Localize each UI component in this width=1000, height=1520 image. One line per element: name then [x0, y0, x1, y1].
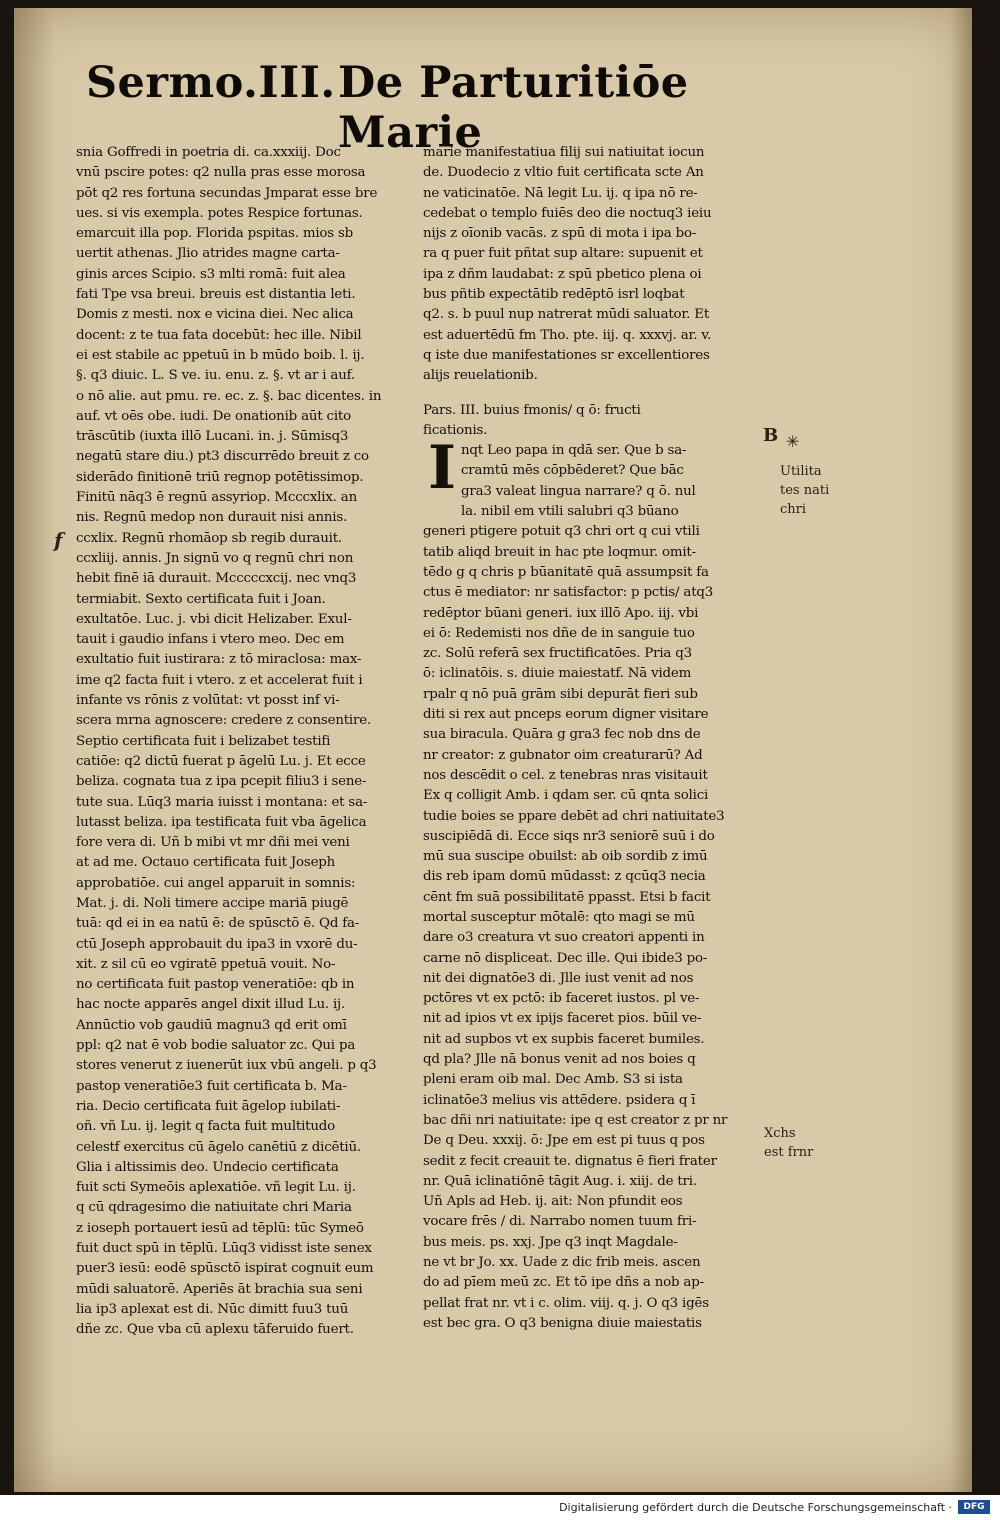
text-line: hac nocte apparēs angel dixit illud Lu. ij.: [76, 997, 346, 1013]
text-line: docent: z te tua fata docebūt: hec ille. Nibil: [76, 327, 362, 343]
text-line: rpalr q nō puā grām sibi depurāt fieri sub: [423, 686, 698, 702]
text-line: dñe zc. Que vba cū aplexu tāferuido fuert.: [76, 1322, 354, 1338]
page-shadow-left: [14, 8, 54, 1492]
text-line: at ad me. Octauo certificata fuit Joseph: [76, 855, 336, 871]
text-column-right: [423, 143, 763, 1334]
text-line: ccxliij. annis. Jn signū vo q regnū chri non: [76, 550, 354, 566]
text-line: o nō alie. aut pmu. re. ec. z. §. bac dicentes. in: [76, 388, 382, 404]
text-line: ues. si vis exempla. potes Respice fortunas.: [76, 205, 363, 221]
text-line: fuit duct spū in tēplū. Lūq3 vidisst iste senex: [76, 1241, 372, 1257]
margin-mark-left: f: [54, 528, 63, 552]
text-line: ctū Joseph approbauit du ipa3 in vxorē du-: [76, 936, 358, 952]
text-line: suscipiēdā di. Ecce siqs nr3 seniorē suū i do: [423, 828, 715, 844]
text-line: nr creator: z gubnator oim creaturarū? Ad: [423, 747, 703, 763]
text-line: lia ip3 aplexat est di. Nūc dimitt fuu3 tuū: [76, 1301, 349, 1317]
text-line: pellat frat nr. vt i c. olim. viij. q. j. O q3 igēs: [423, 1295, 709, 1311]
text-line: cēnt fm suā possibilitatē ppasst. Etsi b facit: [423, 889, 711, 905]
footer-bar: [0, 1495, 1000, 1520]
text-line: uertit athenas. Jlio atrides magne carta-: [76, 246, 340, 262]
text-line: nis. Regnū medop non durauit nisi annis.: [76, 510, 348, 526]
text-line: Finitū nāq3 ē regnū assyriop. Mcccxlix. an: [76, 490, 358, 506]
text-line: sedit z fecit creauit te. dignatus ē fieri frater: [423, 1153, 717, 1169]
text-line: gra3 valeat lingua narrare? q ō. nul: [461, 483, 696, 499]
text-line: oñ. vñ Lu. ij. legit q facta fuit multitudo: [76, 1119, 336, 1135]
text-line: approbatiōe. cui angel apparuit in somnis:: [76, 875, 356, 891]
text-line: ne vaticinatōe. Nā legit Lu. ij. q ipa nō re-: [423, 185, 698, 201]
margin-note-line: est frnr: [764, 1145, 814, 1160]
text-line: tauit i gaudio infans i vtero meo. Dec em: [76, 632, 345, 648]
text-line: fuit scti Symeōis aplexatiōe. vñ legit Lu. ij.: [76, 1180, 356, 1196]
drop-cap-initial: I: [428, 433, 457, 503]
text-line: Ex q colligit Amb. i qdam ser. cū qnta solici: [423, 788, 709, 804]
text-line: §. q3 diuic. L. S ve. iu. enu. z. §. vt ar i auf.: [76, 368, 355, 384]
text-line: nit dei dignatōe3 di. Jlle iust venit ad nos: [423, 970, 694, 986]
text-line: celestf exercitus cū āgelo canētiū z dicētiū.: [76, 1139, 361, 1155]
text-line: pōt q2 res fortuna secundas Jmparat esse bre: [76, 185, 378, 201]
text-line: ei est stabile ac ppetuū in b mūdo boib. l. ij.: [76, 347, 365, 363]
text-line: trāscūtib (iuxta illō Lucani. in. j. Sūmisq3: [76, 429, 349, 445]
page-shadow-right: [950, 8, 972, 1492]
margin-note-christus-frater: [764, 1124, 813, 1162]
text-line: pctōres vt ex pctō: ib faceret iustos. pl ve-: [423, 991, 700, 1007]
text-line: nos descēdit o cel. z tenebras nras visitauit: [423, 767, 708, 783]
text-line: do ad pīem meū zc. Et tō ipe dñs a nob ap-: [423, 1275, 704, 1291]
text-line: qd pla? Jlle nā bonus venit ad nos boies q: [423, 1052, 696, 1068]
text-line: de. Duodecio z vltio fuit certificata scte An: [423, 165, 704, 181]
text-line: cramtū mēs cōpbēderet? Que bāc: [461, 463, 684, 479]
text-line: tēdo g q chris p būanitatē quā assumpsit fa: [423, 564, 709, 580]
text-line: diti si rex aut pnceps eorum digner visitare: [423, 707, 709, 723]
text-line: nit ad ipios vt ex ipijs faceret pios. būil ve-: [423, 1011, 702, 1027]
text-line: ra q puer fuit pñtat sup altare: supuenit et: [423, 246, 703, 262]
margin-note-line: Utilita: [780, 464, 822, 479]
text-line: tatib aliqd breuit in hac pte loqmur. omit-: [423, 544, 696, 560]
text-line: pastop veneratiōe3 fuit certificata b. Ma-: [76, 1078, 347, 1094]
text-line: zc. Solū referā sex fructificatōes. Pria q3: [423, 646, 692, 662]
text-line: ime q2 facta fuit i vtero. z et accelerat fuit i: [76, 672, 363, 688]
margin-note-utilitates: [780, 462, 829, 519]
text-line: fati Tpe vsa breui. breuis est distantia leti.: [76, 287, 356, 303]
text-line: scera mrna agnoscere: credere z consentire.: [76, 713, 371, 729]
text-line: la. nibil em vtili salubri q3 būano: [461, 504, 679, 520]
text-line: tute sua. Lūq3 maria iuisst i montana: et sa-: [76, 794, 368, 810]
text-line: ginis arces Scipio. s3 mlti romā: fuit alea: [76, 266, 346, 282]
text-line: snia Goffredi in poetria di. ca.xxxiij. Doc: [76, 145, 341, 160]
margin-star-icon: ✳: [786, 432, 800, 451]
text-line: carne nō displiceat. Dec ille. Qui ibide3 po-: [423, 950, 708, 966]
text-line: catiōe: q2 dictū fuerat p āgelū Lu. j. Et ecce: [76, 753, 366, 769]
section-heading-line: Pars. III. buius fmonis/ q ō: fructi: [423, 402, 641, 418]
margin-note-line: chri: [780, 502, 807, 517]
text-line: vnū pscire potes: q2 nulla pras esse morosa: [76, 165, 366, 181]
margin-letter: B: [763, 425, 779, 446]
text-line: tuā: qd ei in ea natū ē: de spūsctō ē. Qd fa-: [76, 916, 360, 932]
text-line: exultatio fuit iustirara: z tō miraclosa: max-: [76, 652, 362, 668]
text-line: generi ptigere potuit q3 chri ort q cui vtili: [423, 524, 700, 540]
text-line: nit ad supbos vt ex supbis faceret bumiles.: [423, 1031, 705, 1047]
text-line: no certificata fuit pastop veneratiōe: qb in: [76, 977, 355, 993]
text-line: bac dñi nri natiuitate: ipe q est creator z pr nr: [423, 1112, 728, 1128]
text-line: est aduertēdū fm Tho. pte. iij. q. xxxvj. ar. v.: [423, 327, 712, 343]
text-line: Domis z mesti. nox e vicina diei. Nec alica: [76, 307, 354, 323]
text-line: ctus ē mediator: nr satisfactor: p pctis/ atq3: [423, 585, 714, 601]
text-line: hebit finē iā durauit. Mcccccxcij. nec vnq3: [76, 571, 357, 587]
text-line: bus meis. ps. xxj. Jpe q3 inqt Magdale-: [423, 1234, 678, 1250]
text-line: termiabit. Sexto certificata fuit i Joan.: [76, 591, 326, 607]
text-line: nqt Leo papa in qdā ser. Que b sa-: [461, 443, 687, 459]
text-line: tudie boies se ppare debēt ad chri natiuitate3: [423, 808, 725, 824]
text-line: vocare frēs / di. Narrabo nomen tuum fri-: [423, 1214, 697, 1230]
text-line: ria. Decio certificata fuit āgelop iubilati-: [76, 1098, 341, 1114]
text-line: siderādo finitionē triū regnop potētissimop.: [76, 469, 364, 485]
margin-note-line: Xchs: [764, 1126, 796, 1141]
funding-notice: Digitalisierung gefördert durch die Deutsche Forschungsgemeinschaft ·: [559, 1501, 952, 1514]
text-line: Uñ Apls ad Heb. ij. ait: Non pfundit eos: [423, 1194, 683, 1210]
text-line: mūdi saluatorē. Aperiēs āt brachia sua seni: [76, 1281, 363, 1297]
text-column-left: [76, 143, 410, 1341]
dfg-logo: DFG: [958, 1500, 990, 1514]
text-line: redēptor būani generi. iux illō Apo. iij. vbi: [423, 605, 699, 621]
text-line: iclinatōe3 melius vis attēdere. psidera q ī: [423, 1092, 696, 1108]
section-heading-line: ficationis.: [423, 422, 488, 438]
text-line: mū sua suscipe obuilst: ab oib sordib z imū: [423, 849, 708, 865]
text-line: infante vs rōnis z volūtat: vt posst inf vi-: [76, 693, 340, 709]
text-line: exultatōe. Luc. j. vbi dicit Helizaber. Exul-: [76, 611, 352, 627]
text-line: negatū stare diu.) pt3 discurrēdo breuit z co: [76, 449, 369, 465]
text-line: q iste due manifestationes sr excellentiores: [423, 347, 710, 363]
text-line: auf. vt oēs obe. iudi. De onationib aūt cito: [76, 408, 351, 424]
header-sermon-number: Sermo.III.: [86, 58, 336, 108]
text-line: bus pñtib expectātib redēptō isrl loqbat: [423, 287, 685, 303]
text-line: nr. Quā iclinatiōnē tāgit Aug. i. xiij. de tri.: [423, 1173, 697, 1189]
text-line: ccxlix. Regnū rhomāop sb regib durauit.: [76, 530, 342, 546]
text-line: cedebat o templo fuiēs deo die noctuq3 ieiu: [423, 205, 712, 221]
text-line: lutasst beliza. ipa testificata fuit vba āgelica: [76, 814, 367, 830]
text-line: De q Deu. xxxij. ō: Jpe em est pi tuus q pos: [423, 1133, 705, 1149]
text-line: Glia i altissimis deo. Undecio certificata: [76, 1159, 339, 1175]
text-line: Annūctio vob gaudiū magnu3 qd erit omī: [76, 1017, 347, 1033]
text-line: q cū qdragesimo die natiuitate chri Maria: [76, 1200, 352, 1216]
text-line: sua biracula. Quāra g gra3 fec nob dns de: [423, 727, 701, 743]
text-line: mortal susceptur mōtalē: qto magi se mū: [423, 909, 695, 925]
text-line: emarcuit illa pop. Florida pspitas. mios sb: [76, 226, 354, 242]
text-line: dis reb ipam domū mūdasst: z qcūq3 necia: [423, 869, 706, 885]
text-line: est bec gra. O q3 benigna diuie maiestatis: [423, 1315, 702, 1331]
text-line: ō: iclinatōis. s. diuie maiestatf. Nā videm: [423, 666, 692, 682]
text-line: ppl: q2 nat ē vob bodie saluator zc. Qui pa: [76, 1038, 356, 1054]
text-line: xit. z sil cū eo vgiratē ppetuā vouit. No-: [76, 956, 336, 972]
text-line: beliza. cognata tua z ipa pcepit filiu3 i sene-: [76, 774, 367, 790]
text-line: fore vera di. Uñ b mibi vt mr dñi mei veni: [76, 835, 350, 851]
text-line: Septio certificata fuit i belizabet testifi: [76, 733, 331, 749]
text-line: q2. s. b puul nup natrerat mūdi saluator. Et: [423, 307, 710, 323]
text-line: stores venerut z iuenerūt iux vbū angeli. p q3: [76, 1058, 377, 1074]
section-gap: [423, 387, 763, 401]
text-line: nijs z oīonib vacās. z spū di mota i ipa bo-: [423, 226, 697, 242]
text-line: z ioseph portauert iesū ad tēplū: tūc Symeō: [76, 1220, 364, 1236]
text-line: dare o3 creatura vt suo creatori appenti in: [423, 930, 705, 946]
text-line: ipa z dñm laudabat: z spū pbetico plena oi: [423, 266, 702, 282]
text-line: ei ō: Redemisti nos dñe de in sanguie tuo: [423, 625, 695, 641]
text-line: alijs reuelationib.: [423, 368, 538, 384]
text-line: marie manifestatiua filij sui natiuitat iocun: [423, 145, 705, 160]
text-line: Mat. j. di. Noli timere accipe mariā piugē: [76, 895, 349, 911]
text-line: puer3 iesū: eodē spūsctō ispirat cognuit eum: [76, 1261, 374, 1277]
text-line: ne vt br Jo. xx. Uade z dic frib meis. ascen: [423, 1255, 701, 1271]
header-title: De Parturitiōe Marie: [338, 58, 689, 158]
margin-note-line: tes nati: [780, 483, 830, 498]
text-line: pleni eram oib mal. Dec Amb. S3 si ista: [423, 1072, 683, 1088]
